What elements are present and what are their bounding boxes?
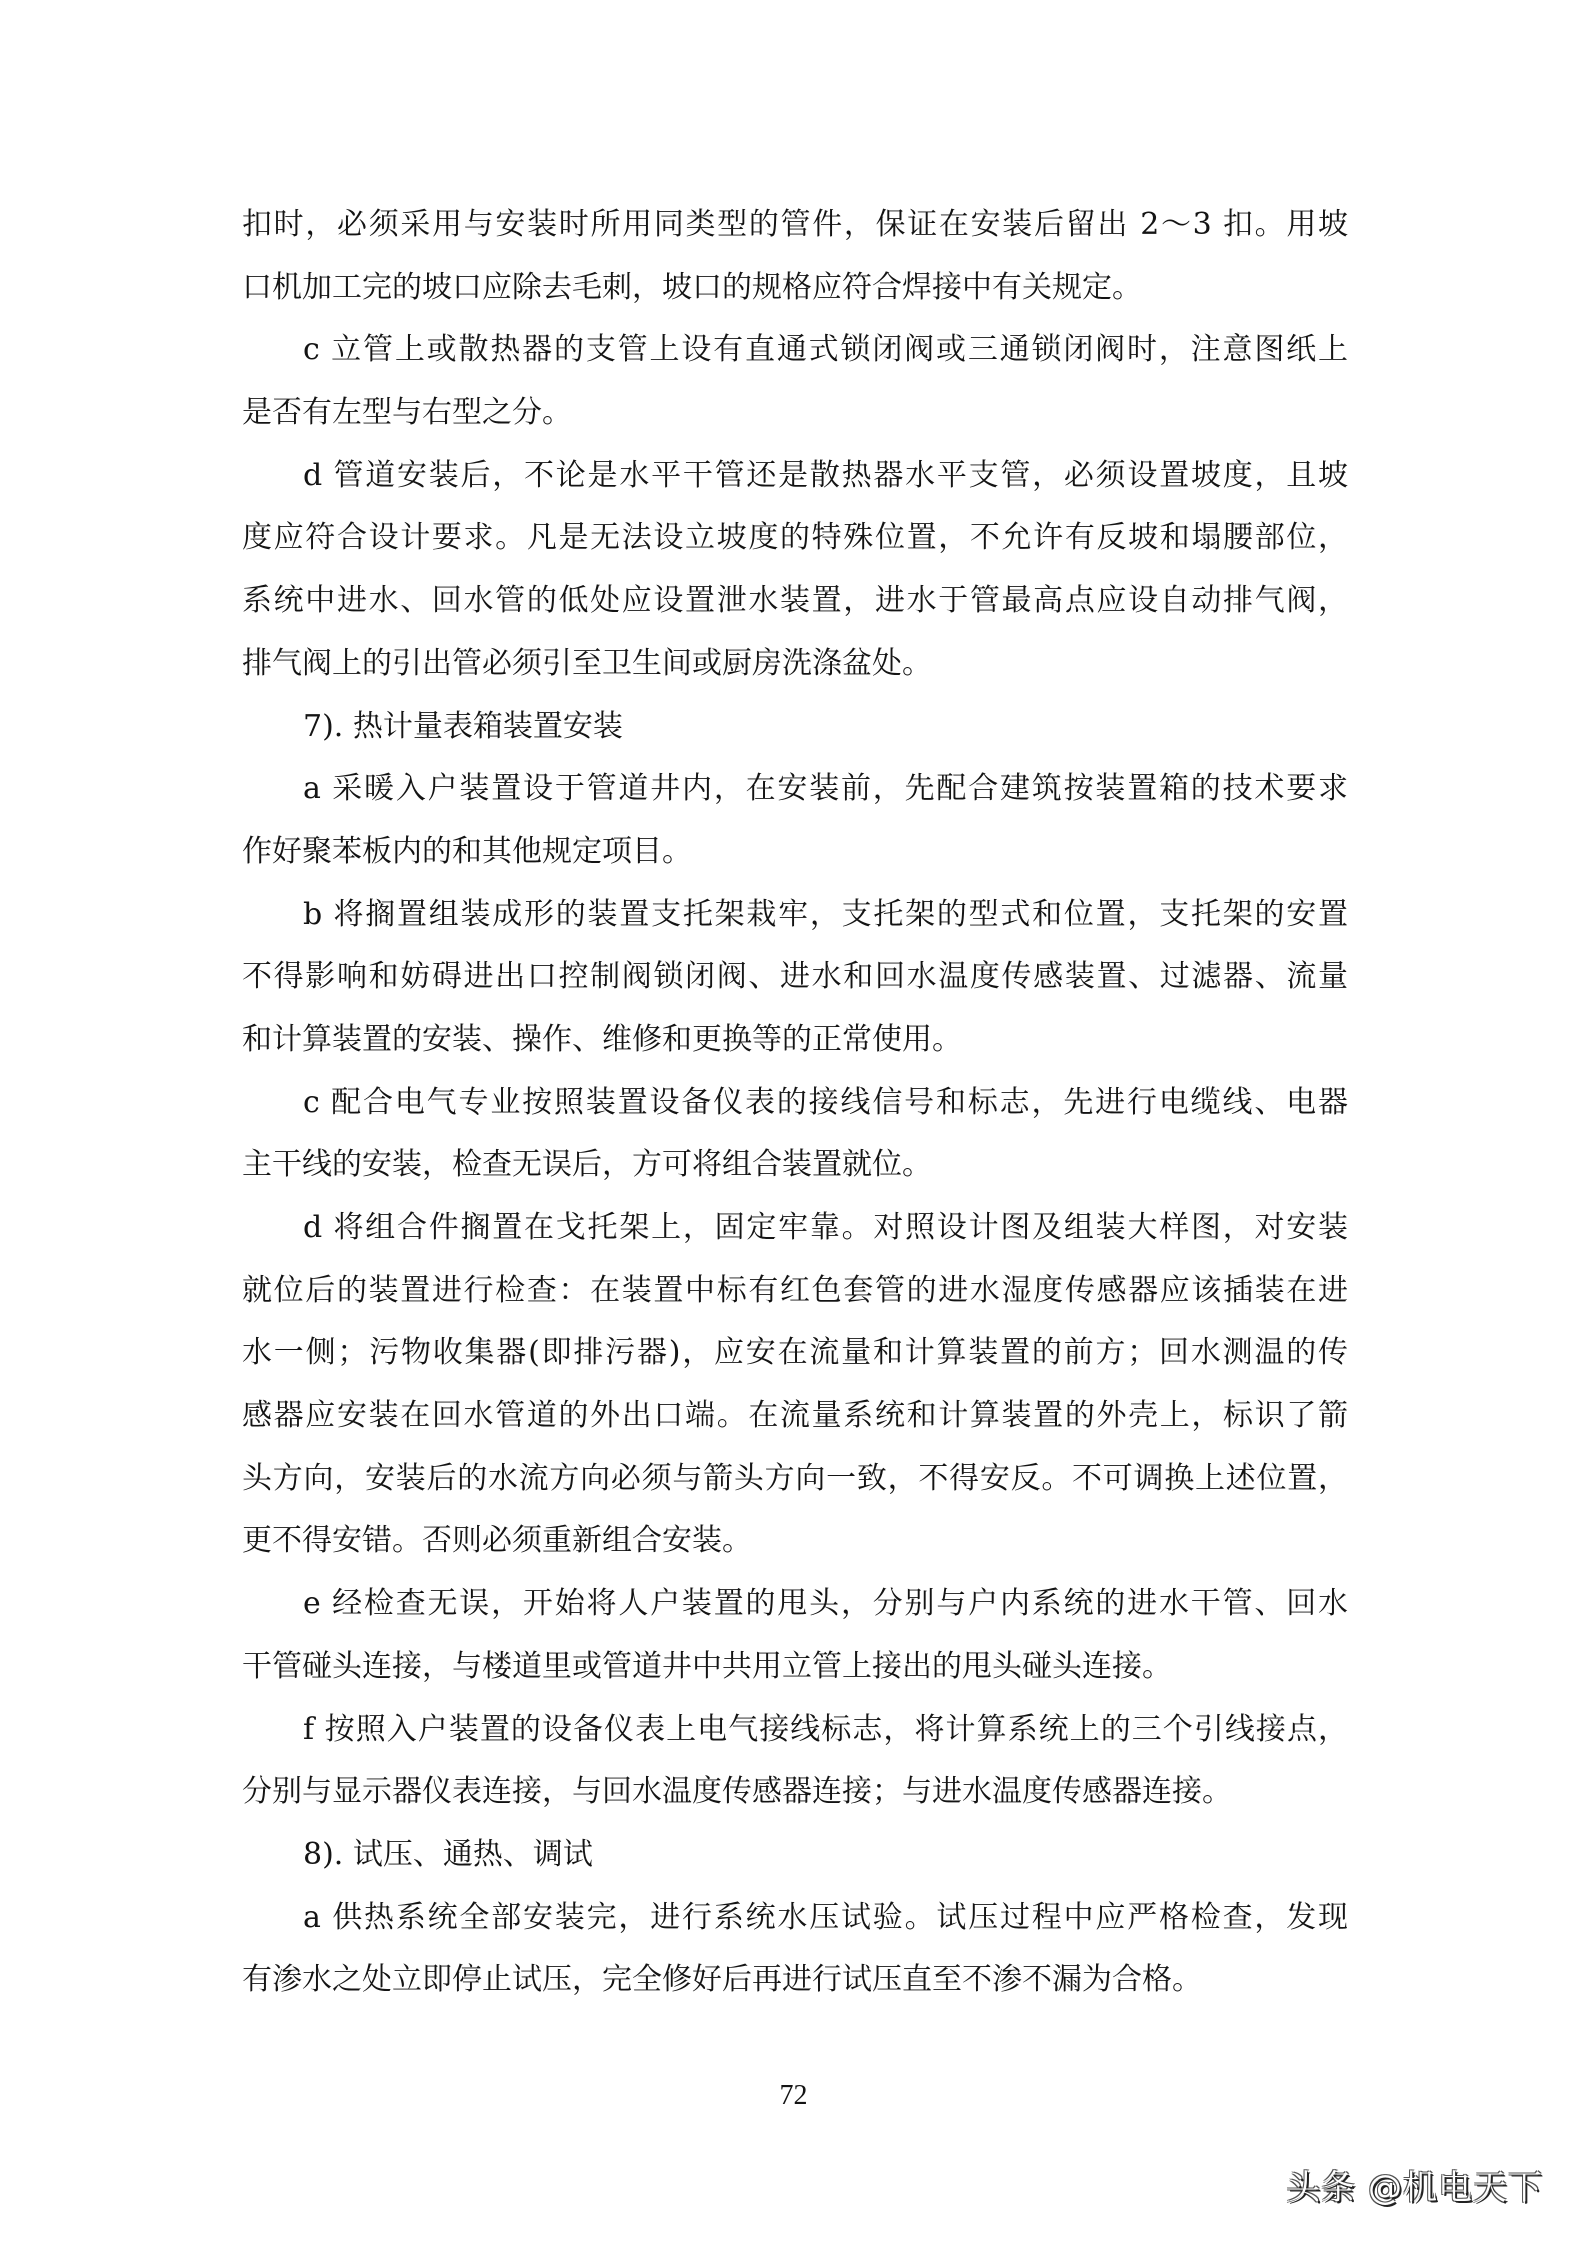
text-line-1: 扣时，必须采用与安装时所用同类型的管件，保证在安装后留出 2～3 扣。用坡 [242, 207, 1348, 242]
watermark: 头条 @机电天下 [1286, 2168, 1543, 2208]
text-line-18: 就位后的装置进行检查：在装置中标有红色套管的进水湿度传感器应该插装在进 [242, 1272, 1348, 1308]
text-line-8: 排气阀上的引出管必须引至卫生间或厨房洗涤盆处。 [242, 645, 932, 681]
text-line-5: d 管道安装后，不论是水平干管还是散热器水平支管，必须设置坡度，且坡 [303, 457, 1348, 493]
text-line-12: b 将搁置组装成形的装置支托架栽牢，支托架的型式和位置，支托架的安置 [303, 896, 1348, 932]
text-line-25: f 按照入户装置的设备仪表上电气接线标志，将计算系统上的三个引线接点， [303, 1711, 1348, 1747]
text-line-17: d 将组合件搁置在戈托架上，固定牢靠。对照设计图及组装大样图，对安装 [303, 1210, 1348, 1245]
text-line-3: c 立管上或散热器的支管上设有直通式锁闭阀或三通锁闭阀时，注意图纸上 [303, 332, 1348, 368]
text-line-23: e 经检查无误，开始将人户装置的甩头，分别与户内系统的进水干管、回水 [303, 1586, 1348, 1622]
text-line-20: 感器应安装在回水管道的外出口端。在流量系统和计算装置的外壳上，标识了箭 [242, 1398, 1348, 1434]
text-line-26: 分别与显示器仪表连接，与回水温度传感器连接；与进水温度传感器连接。 [242, 1774, 1232, 1810]
text-line-14: 和计算装置的安装、操作、维修和更换等的正常使用。 [242, 1021, 962, 1057]
section-heading-8: 8). 试压、通热、调试 [303, 1836, 593, 1872]
text-line-24: 干管碰头连接，与楼道里或管道井中共用立管上接出的甩头碰头连接。 [242, 1648, 1172, 1684]
text-line-21: 头方向，安装后的水流方向必须与箭头方向一致，不得安反。不可调换上述位置， [242, 1460, 1348, 1496]
text-line-19: 水一侧；污物收集器(即排污器)，应安在流量和计算装置的前方；回水测温的传 [242, 1335, 1348, 1371]
text-line-4: 是否有左型与右型之分。 [242, 395, 572, 431]
text-line-28: a 供热系统全部安装完，进行系统水压试验。试压过程中应严格检查，发现 [303, 1899, 1348, 1935]
text-line-29: 有渗水之处立即停止试压，完全修好后再进行试压直至不渗不漏为合格。 [242, 1962, 1202, 1998]
text-line-10: a 采暖入户装置设于管道井内，在安装前，先配合建筑按装置箱的技术要求 [303, 771, 1348, 807]
text-line-16: 主干线的安装，检查无误后，方可将组合装置就位。 [242, 1147, 932, 1183]
document-body [242, 194, 1348, 2012]
section-heading-7: 7). 热计量表箱装置安装 [303, 708, 623, 744]
text-line-7: 系统中进水、回水管的低处应设置泄水装置，进水于管最高点应设自动排气阀， [242, 583, 1348, 619]
text-line-22: 更不得安错。否则必须重新组合安装。 [242, 1523, 752, 1559]
page-number: 72 [779, 2080, 808, 2111]
text-line-15: c 配合电气专业按照装置设备仪表的接线信号和标志，先进行电缆线、电器 [303, 1084, 1348, 1120]
text-line-2: 口机加工完的坡口应除去毛刺，坡口的规格应符合焊接中有关规定。 [242, 269, 1142, 305]
text-line-11: 作好聚苯板内的和其他规定项目。 [242, 833, 692, 869]
text-line-6: 度应符合设计要求。凡是无法设立坡度的特殊位置，不允许有反坡和塌腰部位， [242, 520, 1348, 556]
text-line-13: 不得影响和妨碍进出口控制阀锁闭阀、进水和回水温度传感装置、过滤器、流量 [242, 959, 1348, 995]
